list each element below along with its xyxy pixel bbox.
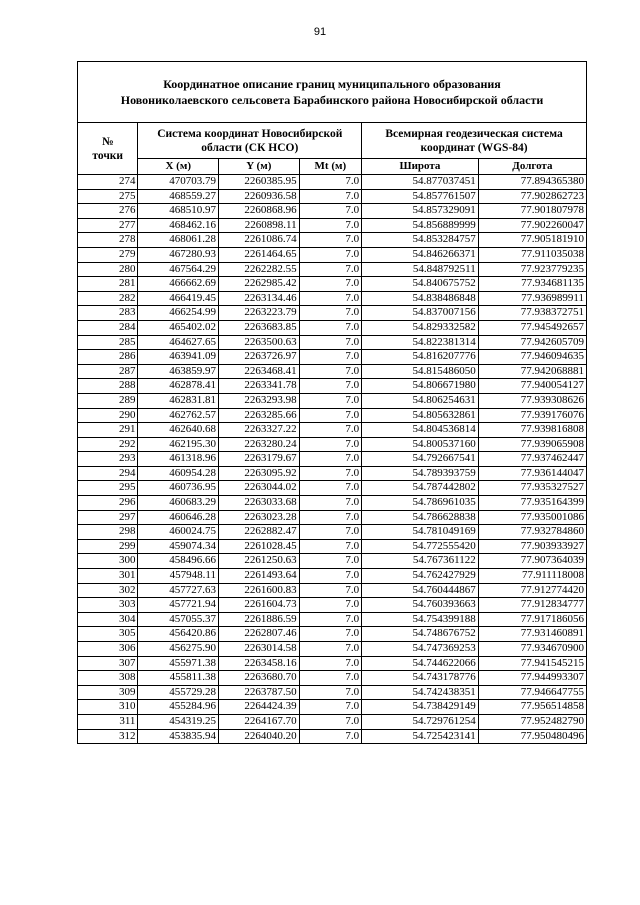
y-cell: 2263033.68	[219, 496, 300, 511]
point-number-cell: 277	[78, 218, 138, 233]
y-cell: 2263468.41	[219, 364, 300, 379]
longitude-cell: 77.952482790	[478, 714, 586, 729]
latitude-cell: 54.857329091	[362, 204, 479, 219]
latitude-cell: 54.800537160	[362, 437, 479, 452]
longitude-cell: 77.911035038	[478, 247, 586, 262]
table-body	[78, 175, 587, 744]
x-cell: 462831.81	[138, 393, 219, 408]
y-cell: 2263726.97	[219, 350, 300, 365]
table-row	[78, 335, 587, 350]
point-number-word: точки	[92, 149, 124, 162]
mt-cell: 7.0	[299, 612, 362, 627]
mt-cell: 7.0	[299, 262, 362, 277]
latitude-cell: 54.772555420	[362, 539, 479, 554]
point-number-cell: 301	[78, 569, 138, 584]
mt-cell: 7.0	[299, 598, 362, 613]
latitude-cell: 54.767361122	[362, 554, 479, 569]
longitude-cell: 77.939816808	[478, 423, 586, 438]
x-cell: 457948.11	[138, 569, 219, 584]
point-number-cell: 302	[78, 583, 138, 598]
longitude-cell: 77.939308626	[478, 393, 586, 408]
x-cell: 463859.97	[138, 364, 219, 379]
latitude-cell: 54.754399188	[362, 612, 479, 627]
mt-cell: 7.0	[299, 277, 362, 292]
latitude-cell: 54.786961035	[362, 496, 479, 511]
y-cell: 2264167.70	[219, 714, 300, 729]
mt-cell: 7.0	[299, 466, 362, 481]
y-cell: 2262985.42	[219, 277, 300, 292]
mt-cell: 7.0	[299, 247, 362, 262]
mt-cell: 7.0	[299, 569, 362, 584]
point-number-cell: 307	[78, 656, 138, 671]
point-number-symbol: №	[101, 135, 114, 148]
x-cell: 460736.95	[138, 481, 219, 496]
mt-cell: 7.0	[299, 393, 362, 408]
latitude-cell: 54.846266371	[362, 247, 479, 262]
y-cell: 2263223.79	[219, 306, 300, 321]
point-number-cell: 278	[78, 233, 138, 248]
x-cell: 462878.41	[138, 379, 219, 394]
mt-cell: 7.0	[299, 554, 362, 569]
latitude-cell: 54.804536814	[362, 423, 479, 438]
table-row	[78, 714, 587, 729]
point-number-cell: 275	[78, 189, 138, 204]
longitude-cell: 77.936989911	[478, 291, 586, 306]
table-row	[78, 306, 587, 321]
mt-cell: 7.0	[299, 175, 362, 190]
longitude-cell: 77.935327527	[478, 481, 586, 496]
table-row	[78, 423, 587, 438]
point-number-cell: 274	[78, 175, 138, 190]
latitude-cell: 54.840675752	[362, 277, 479, 292]
x-cell: 467280.93	[138, 247, 219, 262]
y-cell: 2261493.64	[219, 569, 300, 584]
page-number: 91	[313, 26, 327, 38]
y-cell: 2263023.28	[219, 510, 300, 525]
table-row	[78, 612, 587, 627]
y-cell: 2261250.63	[219, 554, 300, 569]
mt-cell: 7.0	[299, 306, 362, 321]
table-row	[78, 262, 587, 277]
x-cell: 460024.75	[138, 525, 219, 540]
x-cell: 460683.29	[138, 496, 219, 511]
table-row	[78, 189, 587, 204]
x-cell: 457055.37	[138, 612, 219, 627]
table-row	[78, 554, 587, 569]
longitude-cell: 77.907364039	[478, 554, 586, 569]
mt-cell: 7.0	[299, 204, 362, 219]
table-row	[78, 277, 587, 292]
table-row	[78, 452, 587, 467]
y-cell: 2263327.22	[219, 423, 300, 438]
table-row	[78, 569, 587, 584]
mt-cell: 7.0	[299, 583, 362, 598]
longitude-cell: 77.939065908	[478, 437, 586, 452]
table-row	[78, 364, 587, 379]
x-cell: 454319.25	[138, 714, 219, 729]
longitude-cell: 77.934670900	[478, 642, 586, 657]
point-number-cell: 284	[78, 320, 138, 335]
longitude-cell: 77.894365380	[478, 175, 586, 190]
point-number-cell: 312	[78, 729, 138, 744]
point-number-cell: 293	[78, 452, 138, 467]
x-cell: 466662.69	[138, 277, 219, 292]
mt-cell: 7.0	[299, 379, 362, 394]
mt-cell: 7.0	[299, 729, 362, 744]
table-row	[78, 350, 587, 365]
latitude-cell: 54.729761254	[362, 714, 479, 729]
point-number-cell: 303	[78, 598, 138, 613]
point-number-cell: 306	[78, 642, 138, 657]
point-number-cell: 296	[78, 496, 138, 511]
latitude-cell: 54.748676752	[362, 627, 479, 642]
table-row	[78, 496, 587, 511]
y-cell: 2261464.65	[219, 247, 300, 262]
x-cell: 455811.38	[138, 671, 219, 686]
table-row	[78, 671, 587, 686]
mt-cell: 7.0	[299, 539, 362, 554]
mt-cell: 7.0	[299, 364, 362, 379]
latitude-cell: 54.760444867	[362, 583, 479, 598]
longitude-cell: 77.911118008	[478, 569, 586, 584]
point-number-cell: 311	[78, 714, 138, 729]
latitude-cell: 54.857761507	[362, 189, 479, 204]
y-cell: 2262282.55	[219, 262, 300, 277]
table-row	[78, 175, 587, 190]
latitude-cell: 54.742438351	[362, 685, 479, 700]
y-cell: 2263014.58	[219, 642, 300, 657]
point-number-cell: 288	[78, 379, 138, 394]
y-cell: 2261604.73	[219, 598, 300, 613]
mt-cell: 7.0	[299, 408, 362, 423]
table-row	[78, 525, 587, 540]
longitude-cell: 77.945492657	[478, 320, 586, 335]
table-row	[78, 598, 587, 613]
point-number-cell: 299	[78, 539, 138, 554]
y-cell: 2263280.24	[219, 437, 300, 452]
table-row	[78, 685, 587, 700]
coordinates-table	[77, 61, 587, 744]
table-row	[78, 539, 587, 554]
table-row	[78, 408, 587, 423]
longitude-cell: 77.935001086	[478, 510, 586, 525]
mt-cell: 7.0	[299, 233, 362, 248]
longitude-cell: 77.938372751	[478, 306, 586, 321]
latitude-cell: 54.877037451	[362, 175, 479, 190]
point-number-cell: 298	[78, 525, 138, 540]
longitude-cell: 77.950480496	[478, 729, 586, 744]
table-row	[78, 393, 587, 408]
nso-system-header: Система координат Новосибирской области (СК НСО)	[138, 123, 362, 159]
y-cell: 2263044.02	[219, 481, 300, 496]
longitude-cell: 77.923779235	[478, 262, 586, 277]
longitude-cell: 77.912834777	[478, 598, 586, 613]
point-number-cell: 304	[78, 612, 138, 627]
point-number-cell: 283	[78, 306, 138, 321]
mt-cell: 7.0	[299, 642, 362, 657]
x-cell: 456420.86	[138, 627, 219, 642]
latitude-cell: 54.738429149	[362, 700, 479, 715]
longitude-cell: 77.934681135	[478, 277, 586, 292]
longitude-cell: 77.912774420	[478, 583, 586, 598]
latitude-cell: 54.781049169	[362, 525, 479, 540]
table-row	[78, 437, 587, 452]
table-row	[78, 627, 587, 642]
y-cell: 2260898.11	[219, 218, 300, 233]
latitude-cell: 54.838486848	[362, 291, 479, 306]
latitude-cell: 54.822381314	[362, 335, 479, 350]
x-cell: 465402.02	[138, 320, 219, 335]
x-cell: 467564.29	[138, 262, 219, 277]
y-column-header: Y (м)	[219, 159, 300, 175]
table-row	[78, 233, 587, 248]
x-cell: 459074.34	[138, 539, 219, 554]
mt-cell: 7.0	[299, 510, 362, 525]
latitude-cell: 54.853284757	[362, 233, 479, 248]
x-cell: 470703.79	[138, 175, 219, 190]
point-number-cell: 286	[78, 350, 138, 365]
longitude-cell: 77.901807978	[478, 204, 586, 219]
mt-cell: 7.0	[299, 423, 362, 438]
wgs-system-header: Всемирная геодезическая система координат (WGS-84)	[362, 123, 587, 159]
y-cell: 2261028.45	[219, 539, 300, 554]
longitude-cell: 77.946094635	[478, 350, 586, 365]
y-cell: 2263458.16	[219, 656, 300, 671]
mt-column-header: Mt (м)	[299, 159, 362, 175]
longitude-cell: 77.905181910	[478, 233, 586, 248]
point-number-cell: 290	[78, 408, 138, 423]
table-row	[78, 510, 587, 525]
table-row	[78, 320, 587, 335]
mt-cell: 7.0	[299, 481, 362, 496]
point-number-cell: 291	[78, 423, 138, 438]
x-cell: 455284.96	[138, 700, 219, 715]
point-number-cell: 279	[78, 247, 138, 262]
latitude-cell: 54.815486050	[362, 364, 479, 379]
latitude-cell: 54.743178776	[362, 671, 479, 686]
mt-cell: 7.0	[299, 452, 362, 467]
longitude-cell: 77.939176076	[478, 408, 586, 423]
x-cell: 462640.68	[138, 423, 219, 438]
latitude-cell: 54.792667541	[362, 452, 479, 467]
y-cell: 2263095.92	[219, 466, 300, 481]
point-number-header	[78, 123, 138, 175]
point-number-cell: 294	[78, 466, 138, 481]
point-number-cell: 285	[78, 335, 138, 350]
longitude-cell: 77.940054127	[478, 379, 586, 394]
mt-cell: 7.0	[299, 525, 362, 540]
table-row	[78, 700, 587, 715]
table-row	[78, 204, 587, 219]
mt-cell: 7.0	[299, 700, 362, 715]
x-cell: 466419.45	[138, 291, 219, 306]
table-row	[78, 642, 587, 657]
y-cell: 2263293.98	[219, 393, 300, 408]
y-cell: 2262882.47	[219, 525, 300, 540]
y-cell: 2262807.46	[219, 627, 300, 642]
y-cell: 2261886.59	[219, 612, 300, 627]
table-row	[78, 729, 587, 744]
mt-cell: 7.0	[299, 496, 362, 511]
x-cell: 460646.28	[138, 510, 219, 525]
table-row	[78, 379, 587, 394]
mt-cell: 7.0	[299, 671, 362, 686]
mt-cell: 7.0	[299, 218, 362, 233]
x-cell: 457721.94	[138, 598, 219, 613]
mt-cell: 7.0	[299, 189, 362, 204]
latitude-cell: 54.786628838	[362, 510, 479, 525]
latitude-cell: 54.816207776	[362, 350, 479, 365]
x-cell: 464627.65	[138, 335, 219, 350]
latitude-cell: 54.760393663	[362, 598, 479, 613]
x-cell: 455971.38	[138, 656, 219, 671]
latitude-cell: 54.829332582	[362, 320, 479, 335]
y-cell: 2263134.46	[219, 291, 300, 306]
table-row	[78, 218, 587, 233]
point-number-cell: 281	[78, 277, 138, 292]
table-title-line1: Координатное описание границ муниципального образования	[163, 77, 501, 91]
y-cell: 2263179.67	[219, 452, 300, 467]
point-number-cell: 300	[78, 554, 138, 569]
latitude-cell: 54.848792511	[362, 262, 479, 277]
longitude-cell: 77.937462447	[478, 452, 586, 467]
latitude-cell: 54.789393759	[362, 466, 479, 481]
x-cell: 456275.90	[138, 642, 219, 657]
table-title	[78, 62, 587, 123]
point-number-cell: 297	[78, 510, 138, 525]
longitude-cell: 77.941545215	[478, 656, 586, 671]
y-cell: 2263285.66	[219, 408, 300, 423]
table-row	[78, 291, 587, 306]
x-column-header: X (м)	[138, 159, 219, 175]
table-row	[78, 247, 587, 262]
longitude-cell: 77.932784860	[478, 525, 586, 540]
mt-cell: 7.0	[299, 335, 362, 350]
mt-cell: 7.0	[299, 320, 362, 335]
y-cell: 2263683.85	[219, 320, 300, 335]
point-number-cell: 276	[78, 204, 138, 219]
y-cell: 2263680.70	[219, 671, 300, 686]
mt-cell: 7.0	[299, 714, 362, 729]
longitude-cell: 77.902862723	[478, 189, 586, 204]
point-number-cell: 287	[78, 364, 138, 379]
mt-cell: 7.0	[299, 350, 362, 365]
latitude-cell: 54.762427929	[362, 569, 479, 584]
y-cell: 2264040.20	[219, 729, 300, 744]
point-number-cell: 280	[78, 262, 138, 277]
point-number-cell: 292	[78, 437, 138, 452]
latitude-cell: 54.725423141	[362, 729, 479, 744]
longitude-cell: 77.931460891	[478, 627, 586, 642]
longitude-cell: 77.942068881	[478, 364, 586, 379]
longitude-column-header: Долгота	[478, 159, 586, 175]
y-cell: 2263500.63	[219, 335, 300, 350]
table-row	[78, 583, 587, 598]
longitude-cell: 77.946647755	[478, 685, 586, 700]
latitude-cell: 54.744622066	[362, 656, 479, 671]
mt-cell: 7.0	[299, 627, 362, 642]
point-number-cell: 305	[78, 627, 138, 642]
mt-cell: 7.0	[299, 685, 362, 700]
y-cell: 2263787.50	[219, 685, 300, 700]
longitude-cell: 77.917186056	[478, 612, 586, 627]
x-cell: 458496.66	[138, 554, 219, 569]
longitude-cell: 77.935164399	[478, 496, 586, 511]
y-cell: 2264424.39	[219, 700, 300, 715]
latitude-cell: 54.856889999	[362, 218, 479, 233]
y-cell: 2263341.78	[219, 379, 300, 394]
longitude-cell: 77.944993307	[478, 671, 586, 686]
latitude-cell: 54.806671980	[362, 379, 479, 394]
longitude-cell: 77.956514858	[478, 700, 586, 715]
longitude-cell: 77.903933927	[478, 539, 586, 554]
mt-cell: 7.0	[299, 437, 362, 452]
point-number-cell: 308	[78, 671, 138, 686]
x-cell: 455729.28	[138, 685, 219, 700]
point-number-cell: 289	[78, 393, 138, 408]
x-cell: 461318.96	[138, 452, 219, 467]
point-number-cell: 309	[78, 685, 138, 700]
latitude-cell: 54.837007156	[362, 306, 479, 321]
x-cell: 468061.28	[138, 233, 219, 248]
latitude-cell: 54.806254631	[362, 393, 479, 408]
y-cell: 2260936.58	[219, 189, 300, 204]
latitude-cell: 54.747369253	[362, 642, 479, 657]
y-cell: 2261086.74	[219, 233, 300, 248]
x-cell: 462762.57	[138, 408, 219, 423]
y-cell: 2261600.83	[219, 583, 300, 598]
longitude-cell: 77.936144047	[478, 466, 586, 481]
x-cell: 453835.94	[138, 729, 219, 744]
y-cell: 2260385.95	[219, 175, 300, 190]
point-number-cell: 310	[78, 700, 138, 715]
x-cell: 468510.97	[138, 204, 219, 219]
longitude-cell: 77.902260047	[478, 218, 586, 233]
point-number-cell: 295	[78, 481, 138, 496]
latitude-column-header: Широта	[362, 159, 479, 175]
table-row	[78, 466, 587, 481]
x-cell: 460954.28	[138, 466, 219, 481]
table-title-line2: Новониколаевского сельсовета Барабинского района Новосибирской области	[120, 93, 544, 107]
point-number-cell: 282	[78, 291, 138, 306]
table-row	[78, 656, 587, 671]
latitude-cell: 54.805632861	[362, 408, 479, 423]
x-cell: 468559.27	[138, 189, 219, 204]
mt-cell: 7.0	[299, 656, 362, 671]
y-cell: 2260868.96	[219, 204, 300, 219]
mt-cell: 7.0	[299, 291, 362, 306]
x-cell: 457727.63	[138, 583, 219, 598]
table-row	[78, 481, 587, 496]
x-cell: 466254.99	[138, 306, 219, 321]
longitude-cell: 77.942605709	[478, 335, 586, 350]
latitude-cell: 54.787442802	[362, 481, 479, 496]
x-cell: 462195.30	[138, 437, 219, 452]
x-cell: 468462.16	[138, 218, 219, 233]
x-cell: 463941.09	[138, 350, 219, 365]
